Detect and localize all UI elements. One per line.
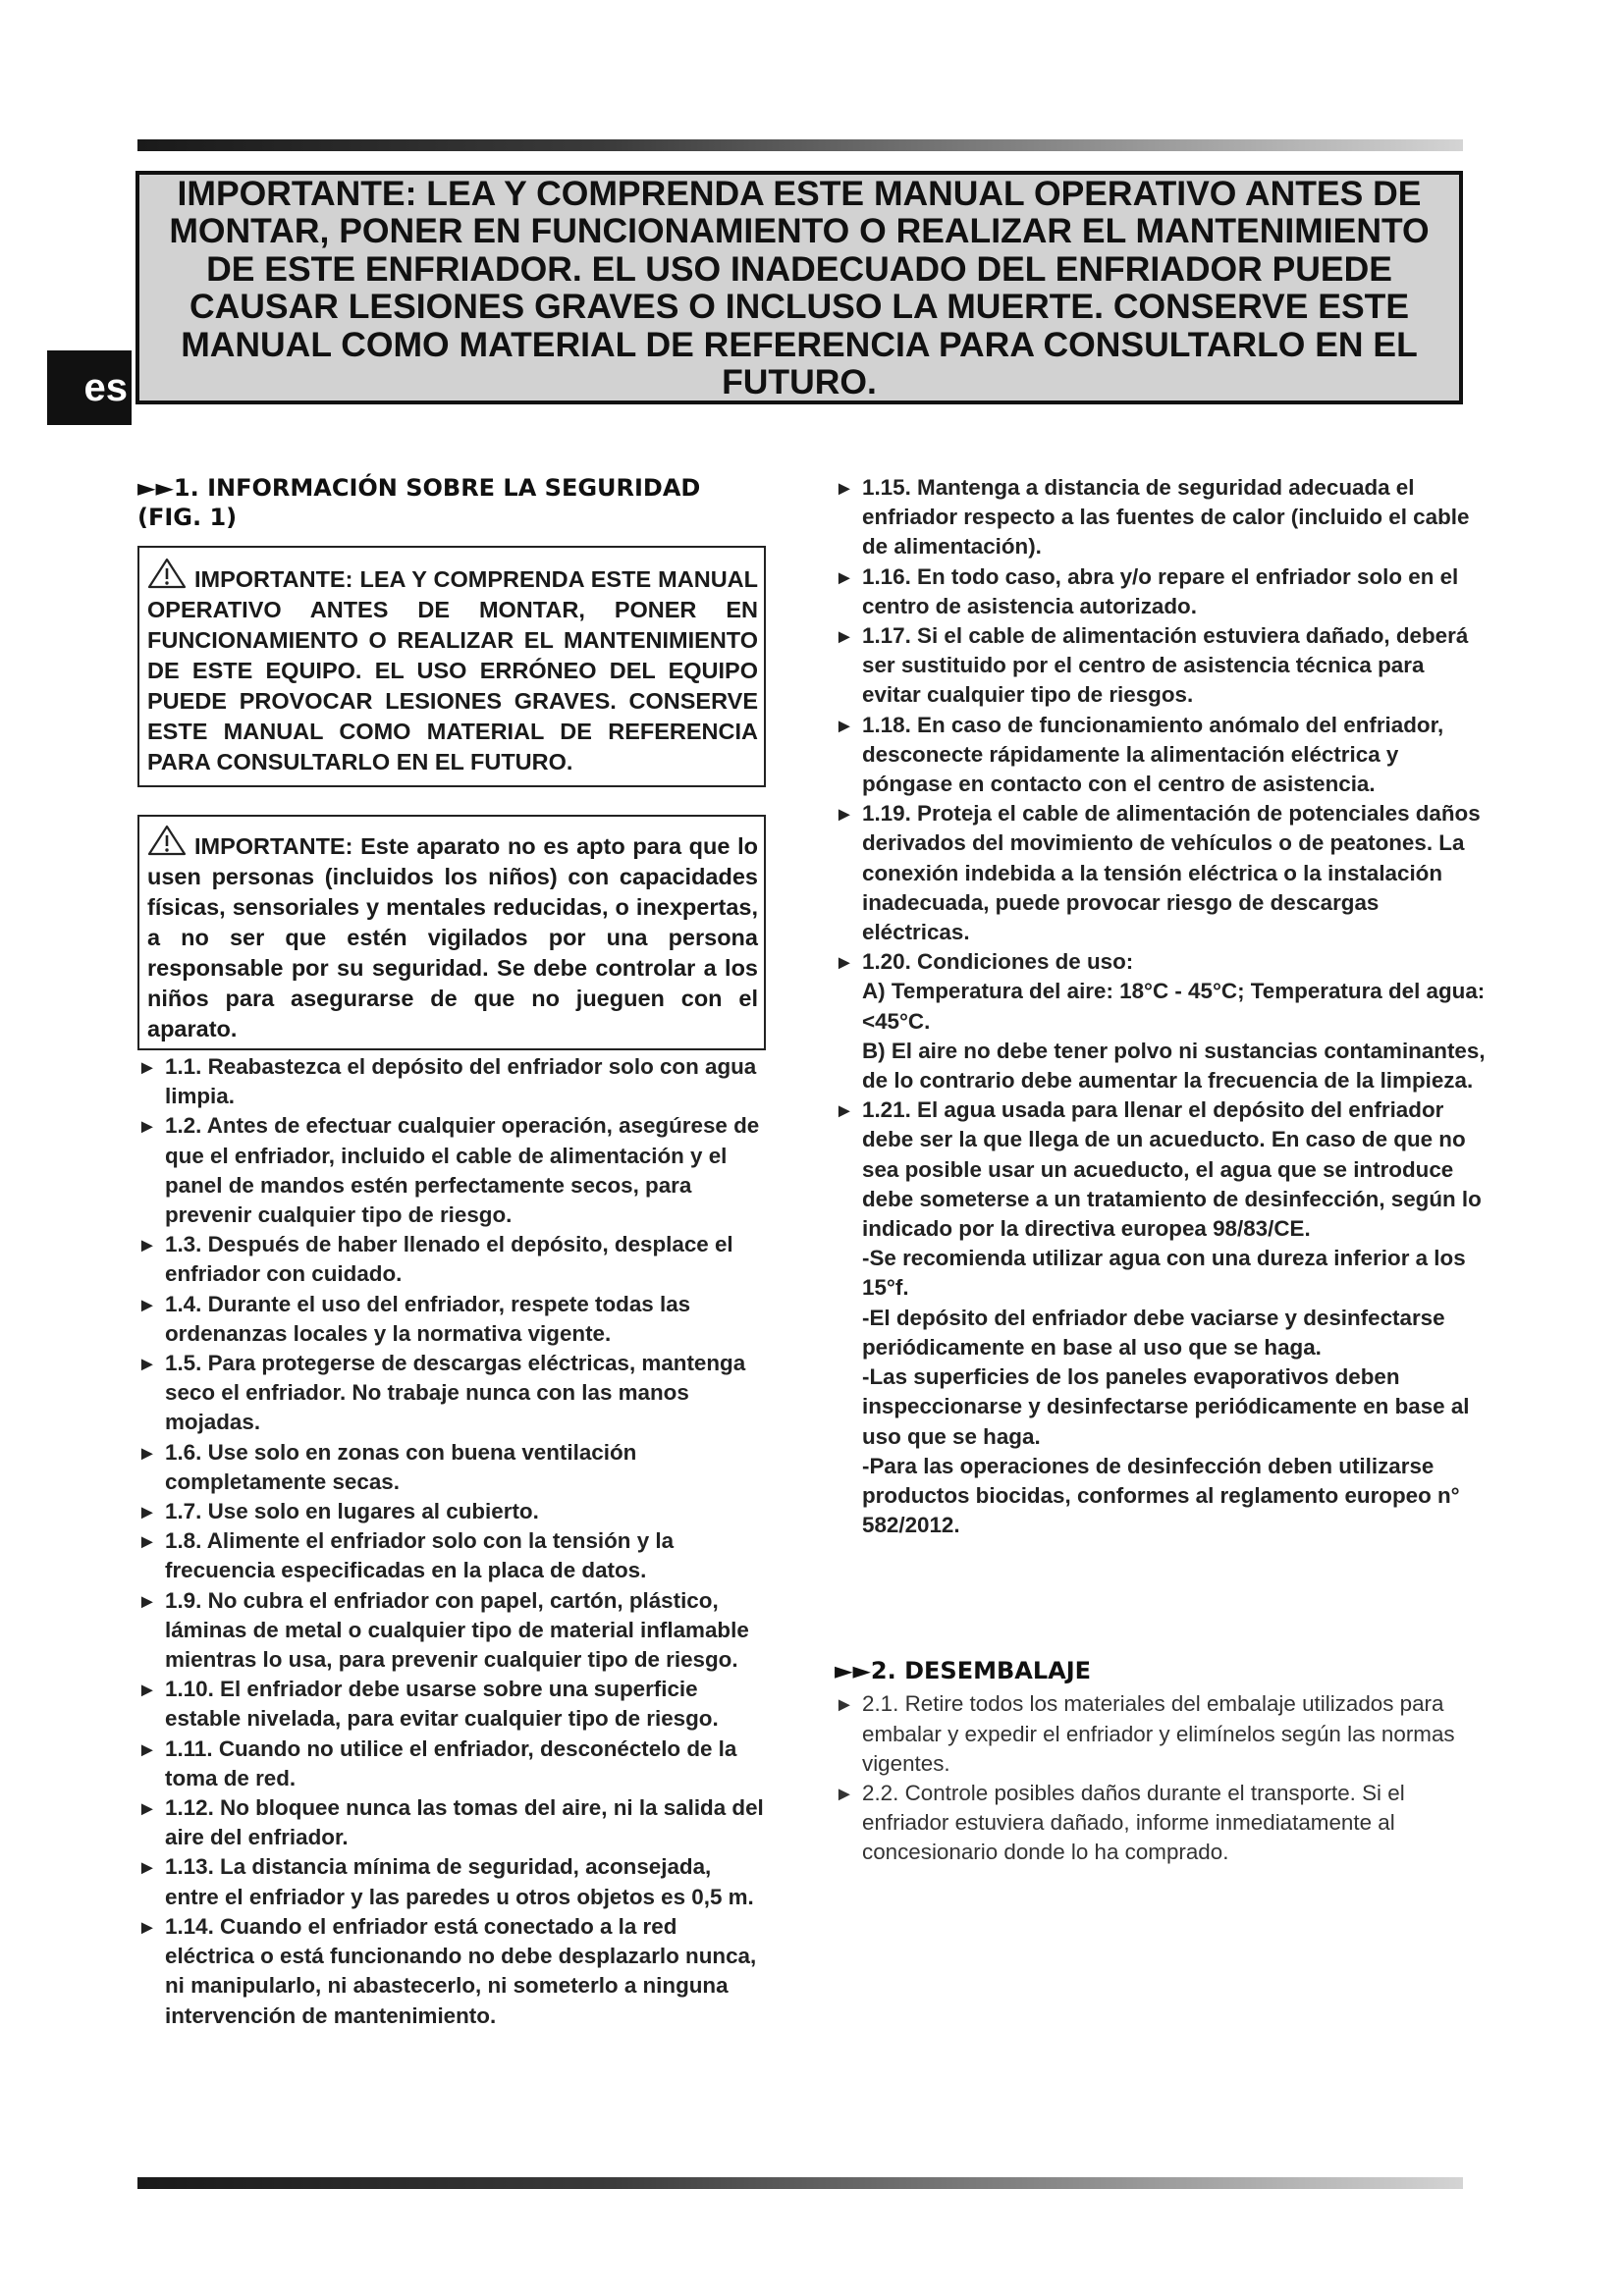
important-banner [135,171,1463,404]
list-item-1-7: ► 1.7. Use solo en lugares al cubierto. [137,1499,539,1524]
bottom-rule [137,2177,1463,2189]
list-item-1-16: ► 1.16. En todo caso, abra y/o repare el enfriador solo en el centro de asistencia autorizado. [835,563,1459,618]
list-item-1-21: ► 1.21. El agua usada para llenar el depósito del enfriador debe ser la que llega de un acueducto. En caso de que no sea posible usar un acueducto, el agua que se introduce debe someterse a un tratamiento de desinfección, según lo indicado por la directiva europea 98/83/CE. -Se recomienda utilizar agua con una dureza inferior a los 15°f. -El depósito del enfriador debe vaciarse y desinfectarse periódicamente en base al uso que se haga. -Las superficies de los paneles evaporativos deben inspeccionarse y desinfectarse periódicamente en base al uso que se haga. -Para las operaciones de desinfección deben utilizarse productos biocidas, conformes al reglamento europeo n° 582/2012. [835,1095,1488,1540]
list-item-1-3: ► 1.3. Después de haber llenado el depósito, desplace el enfriador con cuidado. [137,1232,733,1287]
list-item-1-19: ► 1.19. Proteja el cable de alimentación de potenciales daños derivados del movimiento de vehículos o de peatones. La conexión indebida a la tensión eléctrica o la instalación inadecuada, puede provocar riesgo de descargas eléctricas. [835,801,1481,945]
top-rule [137,139,1463,151]
list-item-1-11: ► 1.11. Cuando no utilice el enfriador, desconéctelo de la toma de red. [137,1735,737,1790]
list-item-1-8: ► 1.8. Alimente el enfriador solo con la tensión y la frecuencia especificadas en la placa de datos. [137,1528,675,1583]
list-item-1-14: ► 1.14. Cuando el enfriador está conectado a la red eléctrica o está funcionando no debe desplazarlo nunca, ni manipularlo, ni abastecerlo, ni someterlo a ninguna intervención de mantenimiento. [137,1913,757,2028]
list-item-2-2: ► 2.2. Controle posibles daños durante el transporte. Si el enfriador estuviera dañado, informe inmediatamente al concesionario donde lo ha comprado. [835,1780,1405,1865]
condition-b: B) El aire no debe tener polvo ni sustancias contaminantes, de lo contrario debe aumentar la frecuencia de la limpieza. [862,1038,1486,1094]
list-item-1-20: ► 1.20. Condiciones de uso: A) Temperatura del aire: 18°C - 45°C; Temperatura del agua: <45°C. B) El aire no debe tener polvo ni sustancias contaminantes, de lo contrario debe aumentar la frecuencia de la limpieza. [835,947,1488,1095]
right-column [835,473,1488,1868]
warning-triangle-icon [147,558,187,589]
warning-text-1: IMPORTANTE: LEA Y COMPRENDA ESTE MANUAL OPERATIVO ANTES DE MONTAR, PONER EN FUNCIONAMIENTO O REALIZAR EL MANTENIMIENTO DE ESTE EQUIPO. EL USO ERRÓNEO DEL EQUIPO PUEDE PROVOCAR LESIONES GRAVES. CONSERVE ESTE MANUAL COMO MATERIAL DE REFERENCIA PARA CONSULTARLO EN EL FUTURO. [147,566,758,774]
language-tab: es [47,350,132,425]
list-item-1-18: ► 1.18. En caso de funcionamiento anómalo del enfriador, desconecte rápidamente la alimentación eléctrica y póngase en contacto con el centro de asistencia. [835,712,1444,797]
condition-a: A) Temperatura del aire: 18°C - 45°C; Temperatura del agua: <45°C. [862,979,1486,1034]
list-item-1-2: ► 1.2. Antes de efectuar cualquier operación, asegúrese de que el enfriador, incluido el cable de alimentación y el panel de mandos estén perfectamente secos, para prevenir cualquier tipo de riesgo. [137,1113,760,1228]
left-column [137,473,766,2031]
water-note-2: -El depósito del enfriador debe vaciarse y desinfectarse periódicamente en base al uso que se haga. [862,1305,1445,1360]
water-note-4: -Para las operaciones de desinfección deben utilizarse productos biocidas, conformes al reglamento europeo n° 582/2012. [862,1453,1460,1538]
warning-box-1 [137,546,766,787]
list-item-1-4: ► 1.4. Durante el uso del enfriador, respete todas las ordenanzas locales y la normativa vigente. [137,1291,691,1346]
list-item-1-15: ► 1.15. Mantenga a distancia de seguridad adecuada el enfriador respecto a las fuentes de calor (incluido el cable de alimentación). [835,475,1470,560]
water-note-3: -Las superficies de los paneles evaporativos deben inspeccionarse y desinfectarse periódicamente en base al uso que se haga. [862,1364,1470,1449]
section-spacer [835,1540,1488,1656]
banner-text: IMPORTANTE: LEA Y COMPRENDA ESTE MANUAL OPERATIVO ANTES DE MONTAR, PONER EN FUNCIONAMIENTO O REALIZAR EL MANTENIMIENTO DE ESTE ENFRIADOR. EL USO INADECUADO DEL ENFRIADOR PUEDE CAUSAR LESIONES GRAVES O INCLUSO LA MUERTE. CONSERVE ESTE MANUAL COMO MATERIAL DE REFERENCIA PARA CONSULTARLO EN EL FUTURO. [169,173,1430,401]
list-item-2-1: ► 2.1. Retire todos los materiales del embalaje utilizados para embalar y expedir el enfriador y elimínelos según las normas vigentes. [835,1691,1455,1776]
warning-box-2 [137,815,766,1050]
list-item-1-6: ► 1.6. Use solo en zonas con buena ventilación completamente secas. [137,1439,637,1494]
list-item-1-9: ► 1.9. No cubra el enfriador con papel, cartón, plástico, láminas de metal o cualquier tipo de material inflamable mientras lo usa, para prevenir cualquier tipo de riesgo. [137,1587,749,1673]
list-item-1-17: ► 1.17. Si el cable de alimentación estuviera dañado, deberá ser sustituido por el centro de asistencia técnica para evitar cualquier tipo de riesgos. [835,623,1469,708]
list-item-1-1: ► 1.1. Reabastezca el depósito del enfriador solo con agua limpia. [137,1054,757,1109]
list-item-1-12: ► 1.12. No bloquee nunca las tomas del aire, ni la salida del aire del enfriador. [137,1795,764,1850]
warning-text-2: IMPORTANTE: Este aparato no es apto para que lo usen personas (incluidos los niños) con capacidades físicas, sensoriales y mentales reducidas, o inexpertas, a no ser que estén vigilados por una persona responsable por su seguridad. Se debe controlar a los niños para asegurarse de que no jueguen con el aparato. [147,833,758,1041]
list-item-1-10: ► 1.10. El enfriador debe usarse sobre una superficie estable nivelada, para evitar cualquier tipo de riesgo. [137,1677,719,1732]
section-1-heading: ►►1. INFORMACIÓN SOBRE LA SEGURIDAD (FIG. 1) [137,474,701,531]
list-item-1-13: ► 1.13. La distancia mínima de seguridad, aconsejada, entre el enfriador y las paredes u otros objetos es 0,5 m. [137,1854,754,1909]
water-note-1: -Se recomienda utilizar agua con una dureza inferior a los 15°f. [862,1246,1466,1301]
list-item-1-5: ► 1.5. Para protegerse de descargas eléctricas, mantenga seco el enfriador. No trabaje nunca con las manos mojadas. [137,1351,746,1435]
section-2-heading: ►►2. DESEMBALAJE [835,1657,1092,1685]
warning-triangle-icon [147,825,187,856]
